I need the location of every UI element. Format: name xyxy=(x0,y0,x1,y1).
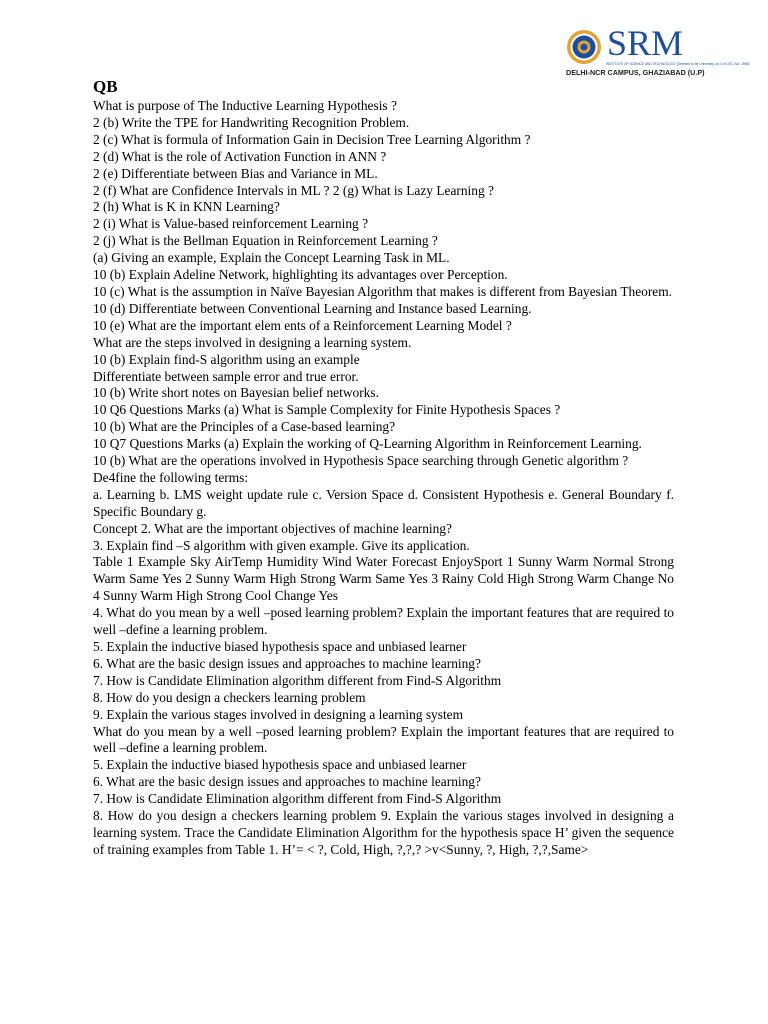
question-line: What are the steps involved in designing a learning system. xyxy=(93,334,412,350)
question-line: 10 (c) What is the assumption in Naïve Bayesian Algorithm that makes is different from Bayesian Theorem. xyxy=(93,283,673,299)
question-line: 2 (f) What are Confidence Intervals in ML ? 2 (g) What is Lazy Learning ? xyxy=(93,182,494,198)
question-line: 10 Q7 Questions Marks (a) Explain the working of Q-Learning Algorithm in Reinforcement Learning. xyxy=(93,436,642,452)
question-line: 10 (e) What are the important elem ents of a Reinforcement Learning Model ? xyxy=(93,317,512,333)
question-line: 2 (b) Write the TPE for Handwriting Recognition Problem. xyxy=(93,114,410,130)
question-line: De4fine the following terms: xyxy=(93,469,249,485)
question-line: 10 (b) Explain Adeline Network, highlighting its advantages over Perception. xyxy=(93,267,508,283)
question-line: 5. Explain the inductive biased hypothesis space and unbiased learner xyxy=(93,757,467,773)
logo-wordmark: SRM xyxy=(607,23,684,63)
question-line: 6. What are the basic design issues and approaches to machine learning? xyxy=(93,774,481,790)
question-line: 2 (d) What is the role of Activation Function in ANN ? xyxy=(93,148,387,164)
question-bank xyxy=(93,76,674,859)
question-line: 2 (i) What is Value-based reinforcement Learning ? xyxy=(93,216,369,232)
question-line: 2 (j) What is the Bellman Equation in Reinforcement Learning ? xyxy=(93,233,438,249)
question-line: 2 (e) Differentiate between Bias and Variance in ML. xyxy=(93,165,378,181)
question-line: 10 (b) What are the Principles of a Case-based learning? xyxy=(93,419,396,435)
logo-campus: DELHI-NCR CAMPUS, GHAZIABAD (U.P) xyxy=(566,68,705,77)
document-heading: QB xyxy=(93,77,118,96)
question-line: 8. How do you design a checkers learning problem xyxy=(93,689,366,705)
question-line: Table 1 Example Sky AirTemp Humidity Wind Water Forecast EnjoySport 1 Sunny Warm Normal Strong Warm Same Yes 2 Sunny Warm High Strong Warm Same Yes 3 Rainy Cold High Strong Warm Change No 4 Sunny Warm High Strong Cool Change Yes xyxy=(93,554,674,604)
question-line: 10 (b) Explain find-S algorithm using an example xyxy=(93,351,360,367)
question-line: Differentiate between sample error and true error. xyxy=(93,368,359,384)
question-line: 3. Explain find –S algorithm with given example. Give its application. xyxy=(93,537,470,553)
question-line: 9. Explain the various stages involved in designing a learning system xyxy=(93,706,464,722)
question-line: 2 (h) What is K in KNN Learning? xyxy=(93,199,280,215)
question-line: 2 (c) What is formula of Information Gain in Decision Tree Learning Algorithm ? xyxy=(93,131,531,147)
question-line: 7. How is Candidate Elimination algorithm different from Find-S Algorithm xyxy=(93,672,502,688)
question-line: Concept 2. What are the important objectives of machine learning? xyxy=(93,520,452,536)
question-line: a. Learning b. LMS weight update rule c. Version Space d. Consistent Hypothesis e. General Boundary f. Specific Boundary g. xyxy=(93,486,674,519)
question-line: 10 (d) Differentiate between Conventional Learning and Instance based Learning. xyxy=(93,300,532,316)
question-line: 8. How do you design a checkers learning problem 9. Explain the various stages involved in designing a learning system. Trace the Candidate Elimination Algorithm for the hypothesis space H’ given the sequence of training examples from Table 1. H’= < ?, Cold, High, ?,?,? >v<Sunny, ?, High, ?,?,Same> xyxy=(93,808,674,857)
srm-logo xyxy=(566,23,750,82)
question-line: 10 (b) Write short notes on Bayesian belief networks. xyxy=(93,385,379,401)
question-line: (a) Giving an example, Explain the Concept Learning Task in ML. xyxy=(93,250,450,266)
question-line: 4. What do you mean by a well –posed learning problem? Explain the important features that are required to well –define a learning problem. xyxy=(93,605,674,638)
question-list xyxy=(93,98,674,859)
question-line: 7. How is Candidate Elimination algorithm different from Find-S Algorithm xyxy=(93,791,502,807)
question-line: 10 Q6 Questions Marks (a) What is Sample Complexity for Finite Hypothesis Spaces ? xyxy=(93,402,561,418)
logo-tagline: INSTITUTE OF SCIENCE AND TECHNOLOGY (Deemed to be University u/s 3 of UGC Act, 1956) xyxy=(606,62,750,66)
question-line: What is purpose of The Inductive Learning Hypothesis ? xyxy=(93,98,397,113)
question-line: What do you mean by a well –posed learning problem? Explain the important features that are required to well –define a learning problem. xyxy=(93,723,674,756)
question-line: 5. Explain the inductive biased hypothesis space and unbiased learner xyxy=(93,639,467,654)
srm-seal-icon xyxy=(566,29,602,65)
question-line: 10 (b) What are the operations involved in Hypothesis Space searching through Genetic algorithm ? xyxy=(93,453,629,469)
question-line: 6. What are the basic design issues and approaches to machine learning? xyxy=(93,655,481,671)
